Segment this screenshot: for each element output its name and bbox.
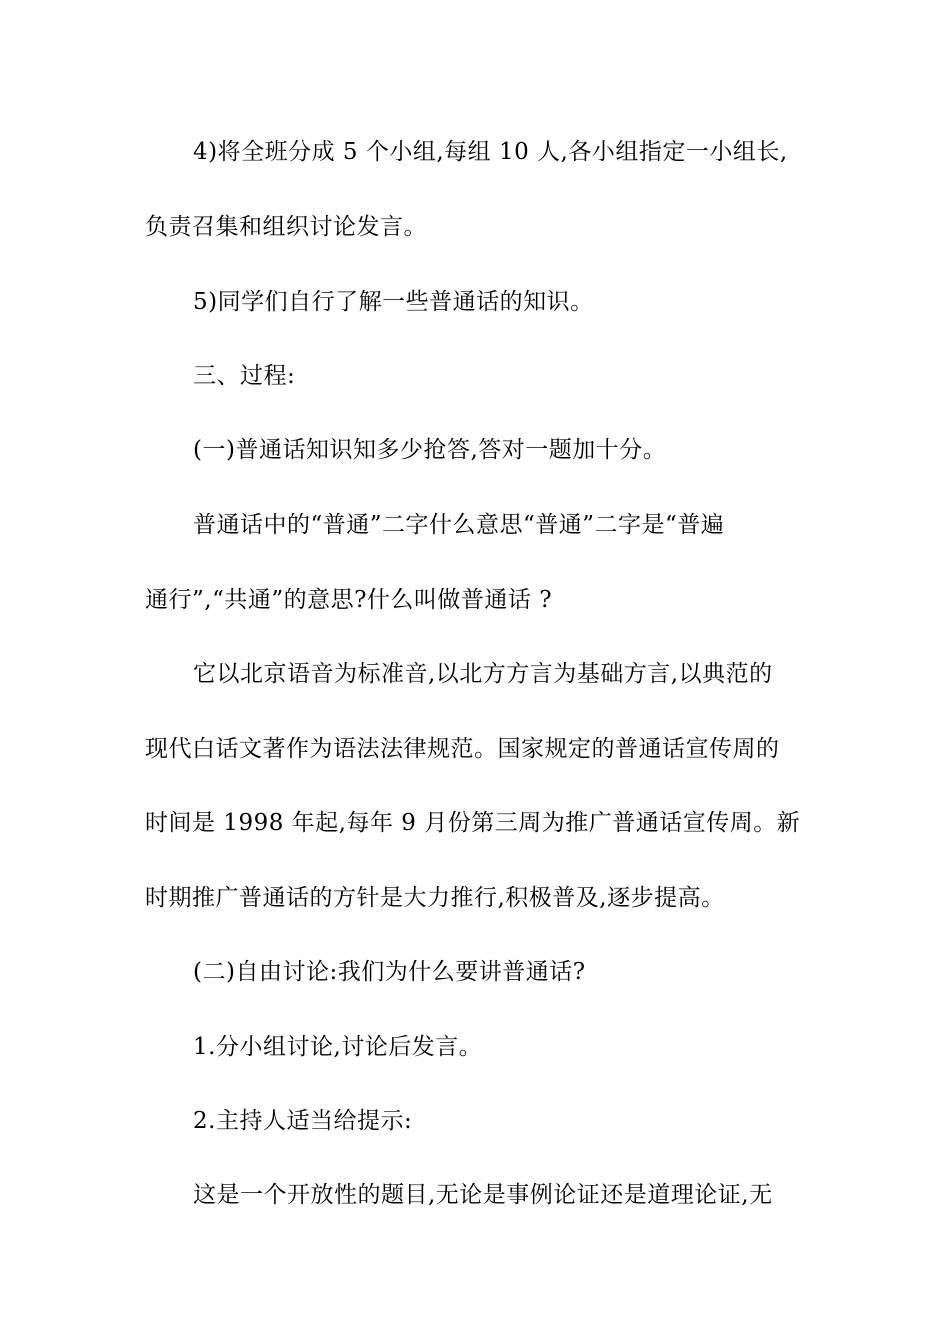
list-item: 2.主持人适当给提示: xyxy=(193,1108,413,1134)
subsection-heading: (二)自由讨论:我们为什么要讲普通话? xyxy=(193,959,586,985)
list-item: 1.分小组讨论,讨论后发言。 xyxy=(193,1034,483,1060)
paragraph-line: 4)将全班分成 5 个小组,每组 10 人,各小组指定一小组长, xyxy=(193,139,788,165)
paragraph-line: 时间是 1998 年起,每年 9 月份第三周为推广普通话宣传周。新 xyxy=(145,810,801,836)
paragraph-line: 5)同学们自行了解一些普通话的知识。 xyxy=(193,289,594,315)
paragraph-line: 它以北京语音为标准音,以北方方言为基础方言,以典范的 xyxy=(193,661,773,687)
paragraph-line: 负责召集和组织讨论发言。 xyxy=(145,214,427,240)
subsection-heading: (一)普通话知识知多少抢答,答对一题加十分。 xyxy=(193,437,667,463)
section-heading: 三、过程: xyxy=(193,363,296,389)
paragraph-line: 时期推广普通话的方针是大力推行,积极普及,逐步提高。 xyxy=(145,885,725,911)
paragraph-line: 通行”,“共通”的意思?什么叫做普通话 ? xyxy=(145,587,553,613)
paragraph-line: 普通话中的“普通”二字什么意思“普通”二字是“普遍 xyxy=(193,512,725,538)
paragraph-line: 现代白话文著作为语法法律规范。国家规定的普通话宣传周的 xyxy=(145,736,780,762)
paragraph-line: 这是一个开放性的题目,无论是事例论证还是道理论证,无 xyxy=(193,1182,773,1208)
